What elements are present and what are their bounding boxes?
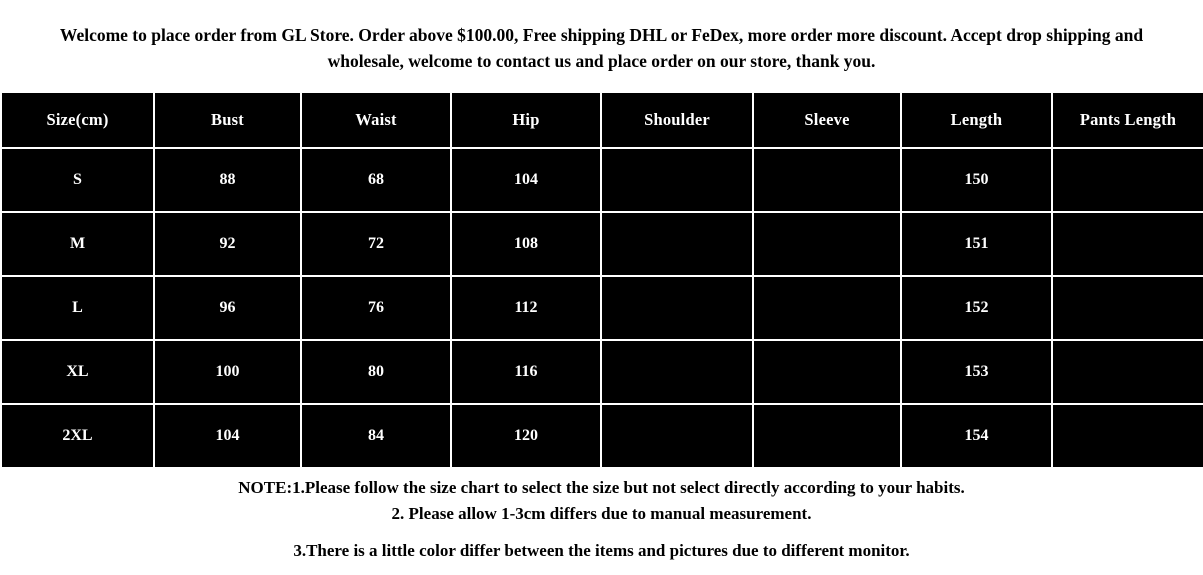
cell-bust: 96 — [154, 276, 301, 340]
cell-shoulder — [601, 276, 753, 340]
column-header-size: Size(cm) — [1, 92, 154, 148]
cell-shoulder — [601, 404, 753, 468]
cell-shoulder — [601, 340, 753, 404]
cell-waist: 72 — [301, 212, 451, 276]
cell-size: 2XL — [1, 404, 154, 468]
table-row — [1, 276, 1203, 340]
cell-hip: 108 — [451, 212, 601, 276]
cell-hip: 116 — [451, 340, 601, 404]
store-welcome-banner — [0, 0, 1203, 91]
size-notes — [0, 469, 1203, 575]
cell-pants-length — [1052, 404, 1203, 468]
store-welcome-text: Welcome to place order from GL Store. Order above $100.00, Free shipping DHL or FeDex, more order more discount. Accept drop shipping and wholesale, welcome to contact us and place order on our store, thank you. — [59, 25, 1144, 72]
table-row — [1, 404, 1203, 468]
column-header-shoulder: Shoulder — [601, 92, 753, 148]
cell-sleeve — [753, 276, 901, 340]
cell-sleeve — [753, 340, 901, 404]
cell-waist: 68 — [301, 148, 451, 212]
cell-length: 152 — [901, 276, 1052, 340]
cell-pants-length — [1052, 276, 1203, 340]
cell-bust: 104 — [154, 404, 301, 468]
cell-pants-length — [1052, 148, 1203, 212]
cell-bust: 92 — [154, 212, 301, 276]
cell-shoulder — [601, 148, 753, 212]
note-line-1: NOTE:1.Please follow the size chart to select the size but not select directly according to your habits. — [238, 477, 965, 497]
cell-length: 154 — [901, 404, 1052, 468]
cell-waist: 76 — [301, 276, 451, 340]
cell-length: 153 — [901, 340, 1052, 404]
cell-hip: 112 — [451, 276, 601, 340]
cell-size: XL — [1, 340, 154, 404]
column-header-waist: Waist — [301, 92, 451, 148]
table-row — [1, 340, 1203, 404]
table-row — [1, 148, 1203, 212]
cell-length: 151 — [901, 212, 1052, 276]
column-header-length: Length — [901, 92, 1052, 148]
cell-hip: 120 — [451, 404, 601, 468]
cell-sleeve — [753, 404, 901, 468]
cell-length: 150 — [901, 148, 1052, 212]
cell-bust: 88 — [154, 148, 301, 212]
table-row — [1, 212, 1203, 276]
column-header-sleeve: Sleeve — [753, 92, 901, 148]
cell-size: L — [1, 276, 154, 340]
column-header-hip: Hip — [451, 92, 601, 148]
cell-sleeve — [753, 212, 901, 276]
cell-size: M — [1, 212, 154, 276]
note-line-3: 3.There is a little color differ between the items and pictures due to different monitor. — [293, 541, 910, 561]
cell-shoulder — [601, 212, 753, 276]
cell-bust: 100 — [154, 340, 301, 404]
cell-pants-length — [1052, 340, 1203, 404]
table-header-row — [1, 92, 1203, 148]
cell-waist: 80 — [301, 340, 451, 404]
column-header-pants-length: Pants Length — [1052, 92, 1203, 148]
cell-size: S — [1, 148, 154, 212]
cell-pants-length — [1052, 212, 1203, 276]
cell-waist: 84 — [301, 404, 451, 468]
cell-hip: 104 — [451, 148, 601, 212]
column-header-bust: Bust — [154, 92, 301, 148]
cell-sleeve — [753, 148, 901, 212]
size-chart-table — [0, 91, 1203, 469]
note-line-2: 2. Please allow 1-3cm differs due to manual measurement. — [391, 503, 812, 523]
size-chart-container — [0, 91, 1203, 469]
